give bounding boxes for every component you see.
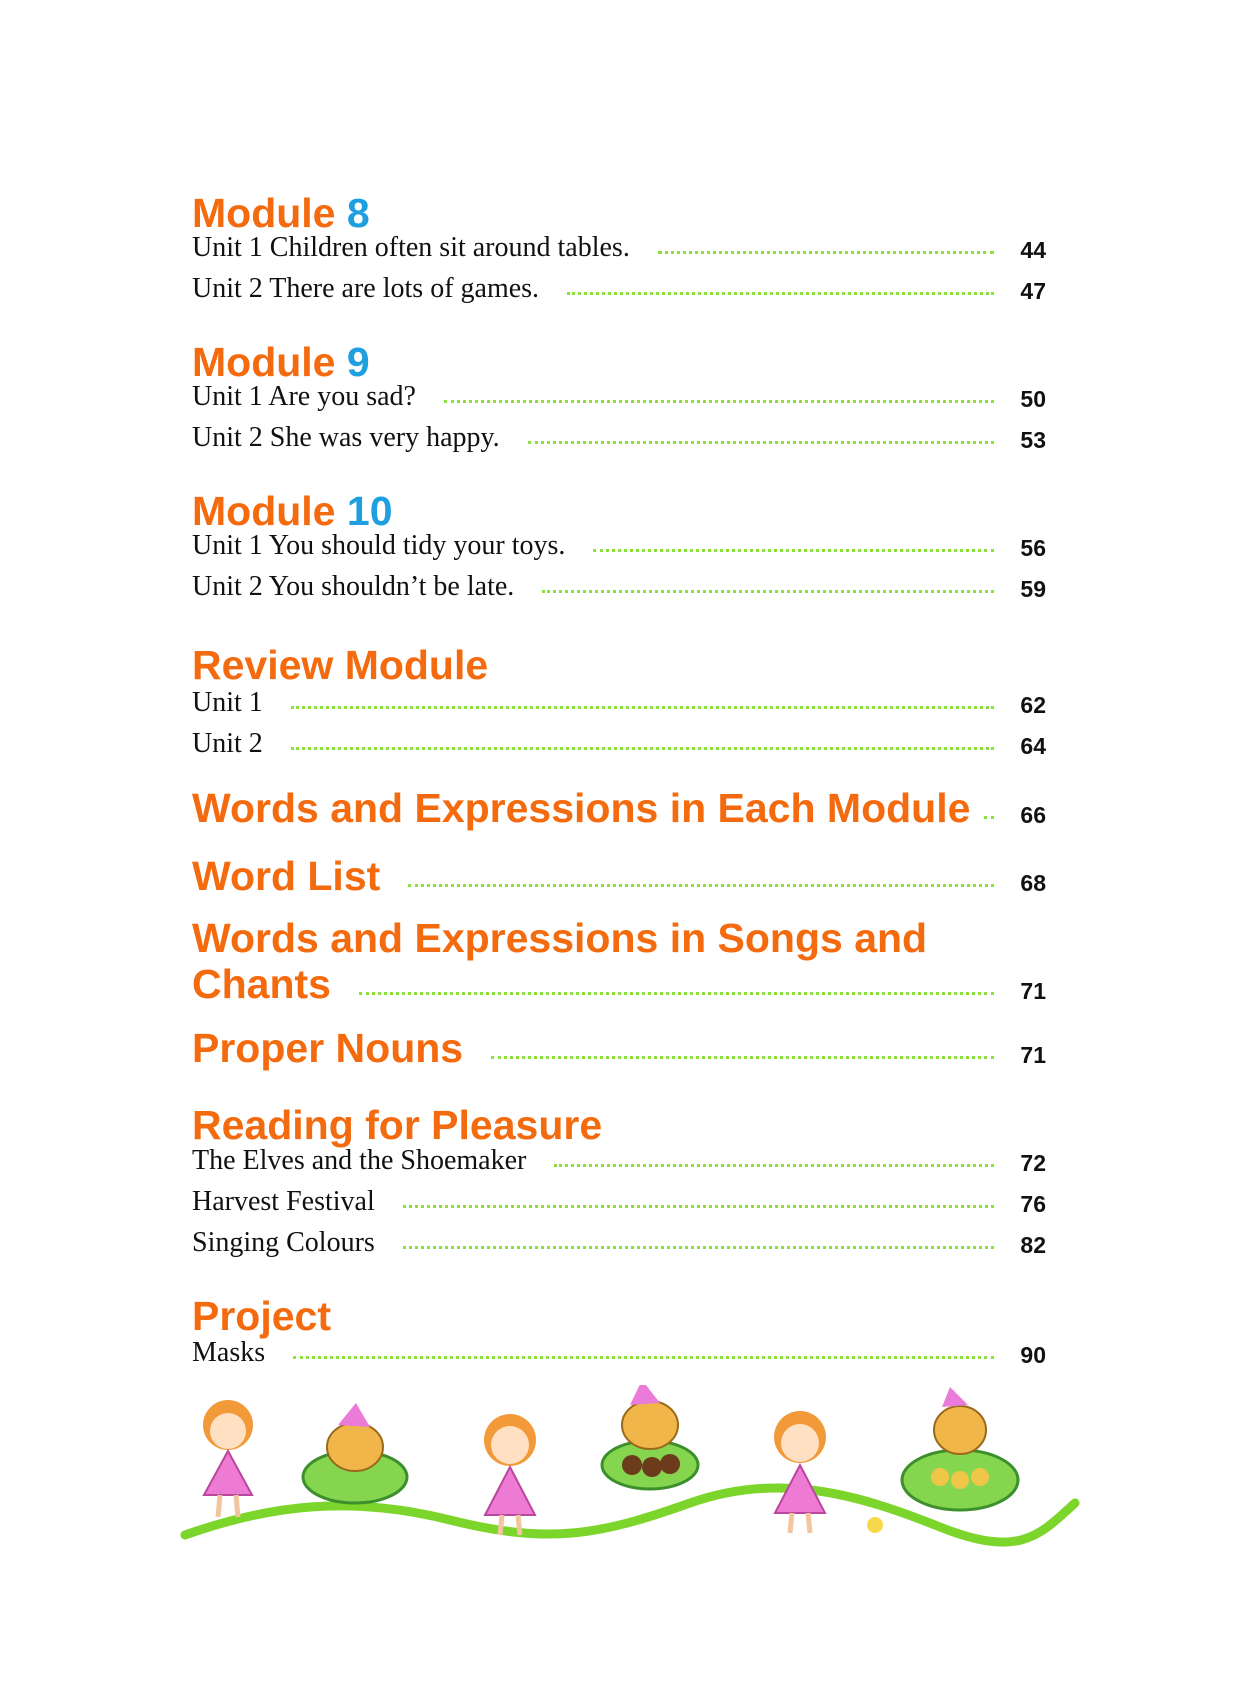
page-number: 64 xyxy=(1020,733,1046,759)
page-number: 66 xyxy=(1020,802,1046,828)
module-number: 10 xyxy=(346,488,393,534)
entry-label: Unit 2 There are lots of games. xyxy=(192,273,540,304)
toc-entry[interactable] xyxy=(192,567,1046,607)
toc-entry[interactable] xyxy=(192,724,1046,764)
review-module-heading: Review Module xyxy=(192,642,489,688)
toc-entry[interactable] xyxy=(192,1182,1046,1222)
entry-label: Singing Colours xyxy=(192,1227,375,1258)
toc-entry[interactable] xyxy=(192,228,1046,268)
module-number: 9 xyxy=(346,339,370,385)
page-number: 72 xyxy=(1020,1150,1046,1176)
module-number: 8 xyxy=(346,190,370,236)
girl-figure-1 xyxy=(203,1400,253,1517)
girl-figure-3 xyxy=(774,1411,826,1533)
toc-entry[interactable] xyxy=(192,1141,1046,1181)
entry-label: Unit 2 You shouldn’t be late. xyxy=(192,571,515,602)
page-number: 59 xyxy=(1020,576,1046,602)
toc-entry[interactable] xyxy=(192,1223,1046,1263)
toc-entry[interactable] xyxy=(192,418,1046,458)
dot-leader xyxy=(984,816,994,819)
entry-label: The Elves and the Shoemaker xyxy=(192,1145,527,1176)
nest-chick-1 xyxy=(303,1403,407,1503)
page-number: 82 xyxy=(1020,1232,1046,1258)
entry-label: Unit 2 xyxy=(192,728,263,759)
module-label: Module xyxy=(192,339,336,385)
entry-label: Unit 1 Are you sad? xyxy=(192,381,416,412)
dot-leader xyxy=(408,884,994,887)
page-number: 68 xyxy=(1020,870,1046,896)
page-number: 71 xyxy=(1020,1042,1046,1068)
page-number: 50 xyxy=(1020,386,1046,412)
entry-label: Unit 1 You should tidy your toys. xyxy=(192,530,566,561)
page-number: 44 xyxy=(1020,237,1046,263)
dot-leader xyxy=(403,1205,994,1208)
dot-leader xyxy=(359,992,994,995)
dot-leader xyxy=(593,549,994,552)
page-number: 76 xyxy=(1020,1191,1046,1217)
dot-leader xyxy=(554,1164,994,1167)
reading-heading: Reading for Pleasure xyxy=(192,1102,603,1148)
toc-entry[interactable] xyxy=(192,1333,1046,1373)
module-label: Module xyxy=(192,488,336,534)
entry-heading: Proper Nouns xyxy=(192,1025,464,1071)
project-heading: Project xyxy=(192,1293,331,1339)
dot-leader xyxy=(491,1056,994,1059)
toc-entry[interactable] xyxy=(192,526,1046,566)
page-number: 90 xyxy=(1020,1342,1046,1368)
dot-leader xyxy=(528,441,994,444)
dot-leader xyxy=(444,400,994,403)
page-number: 71 xyxy=(1020,978,1046,1004)
dot-leader xyxy=(542,590,994,593)
entry-label: Masks xyxy=(192,1337,266,1368)
girls-and-chicks-illustration xyxy=(180,1385,1080,1555)
toc-entry[interactable] xyxy=(192,683,1046,723)
entry-heading: Word List xyxy=(192,853,381,899)
page-number: 62 xyxy=(1020,692,1046,718)
entry-heading: Chants xyxy=(192,961,331,1007)
module-label: Module xyxy=(192,190,336,236)
dot-leader xyxy=(567,292,994,295)
dot-leader xyxy=(291,747,994,750)
dot-leader xyxy=(658,251,994,254)
toc-heading-entry[interactable] xyxy=(192,849,1046,901)
toc-entry[interactable] xyxy=(192,269,1046,309)
page-number: 53 xyxy=(1020,427,1046,453)
dot-leader xyxy=(403,1246,994,1249)
entry-heading: Words and Expressions in Each Module xyxy=(192,785,971,831)
nest-chick-2 xyxy=(602,1385,698,1489)
entry-label: Unit 1 xyxy=(192,687,263,718)
dot-leader xyxy=(293,1356,994,1359)
toc-entry[interactable] xyxy=(192,377,1046,417)
dot-leader xyxy=(291,706,994,709)
page-number: 47 xyxy=(1020,278,1046,304)
toc-heading-entry[interactable] xyxy=(192,957,1046,1009)
girl-figure-2 xyxy=(484,1414,536,1535)
entry-label: Unit 1 Children often sit around tables. xyxy=(192,232,630,263)
entry-label: Harvest Festival xyxy=(192,1186,375,1217)
page-number: 56 xyxy=(1020,535,1046,561)
toc-heading-entry[interactable] xyxy=(192,1021,1046,1073)
songs-chants-heading-line1: Words and Expressions in Songs and xyxy=(192,915,928,961)
toc-heading-entry[interactable] xyxy=(192,781,1046,833)
entry-label: Unit 2 She was very happy. xyxy=(192,422,500,453)
